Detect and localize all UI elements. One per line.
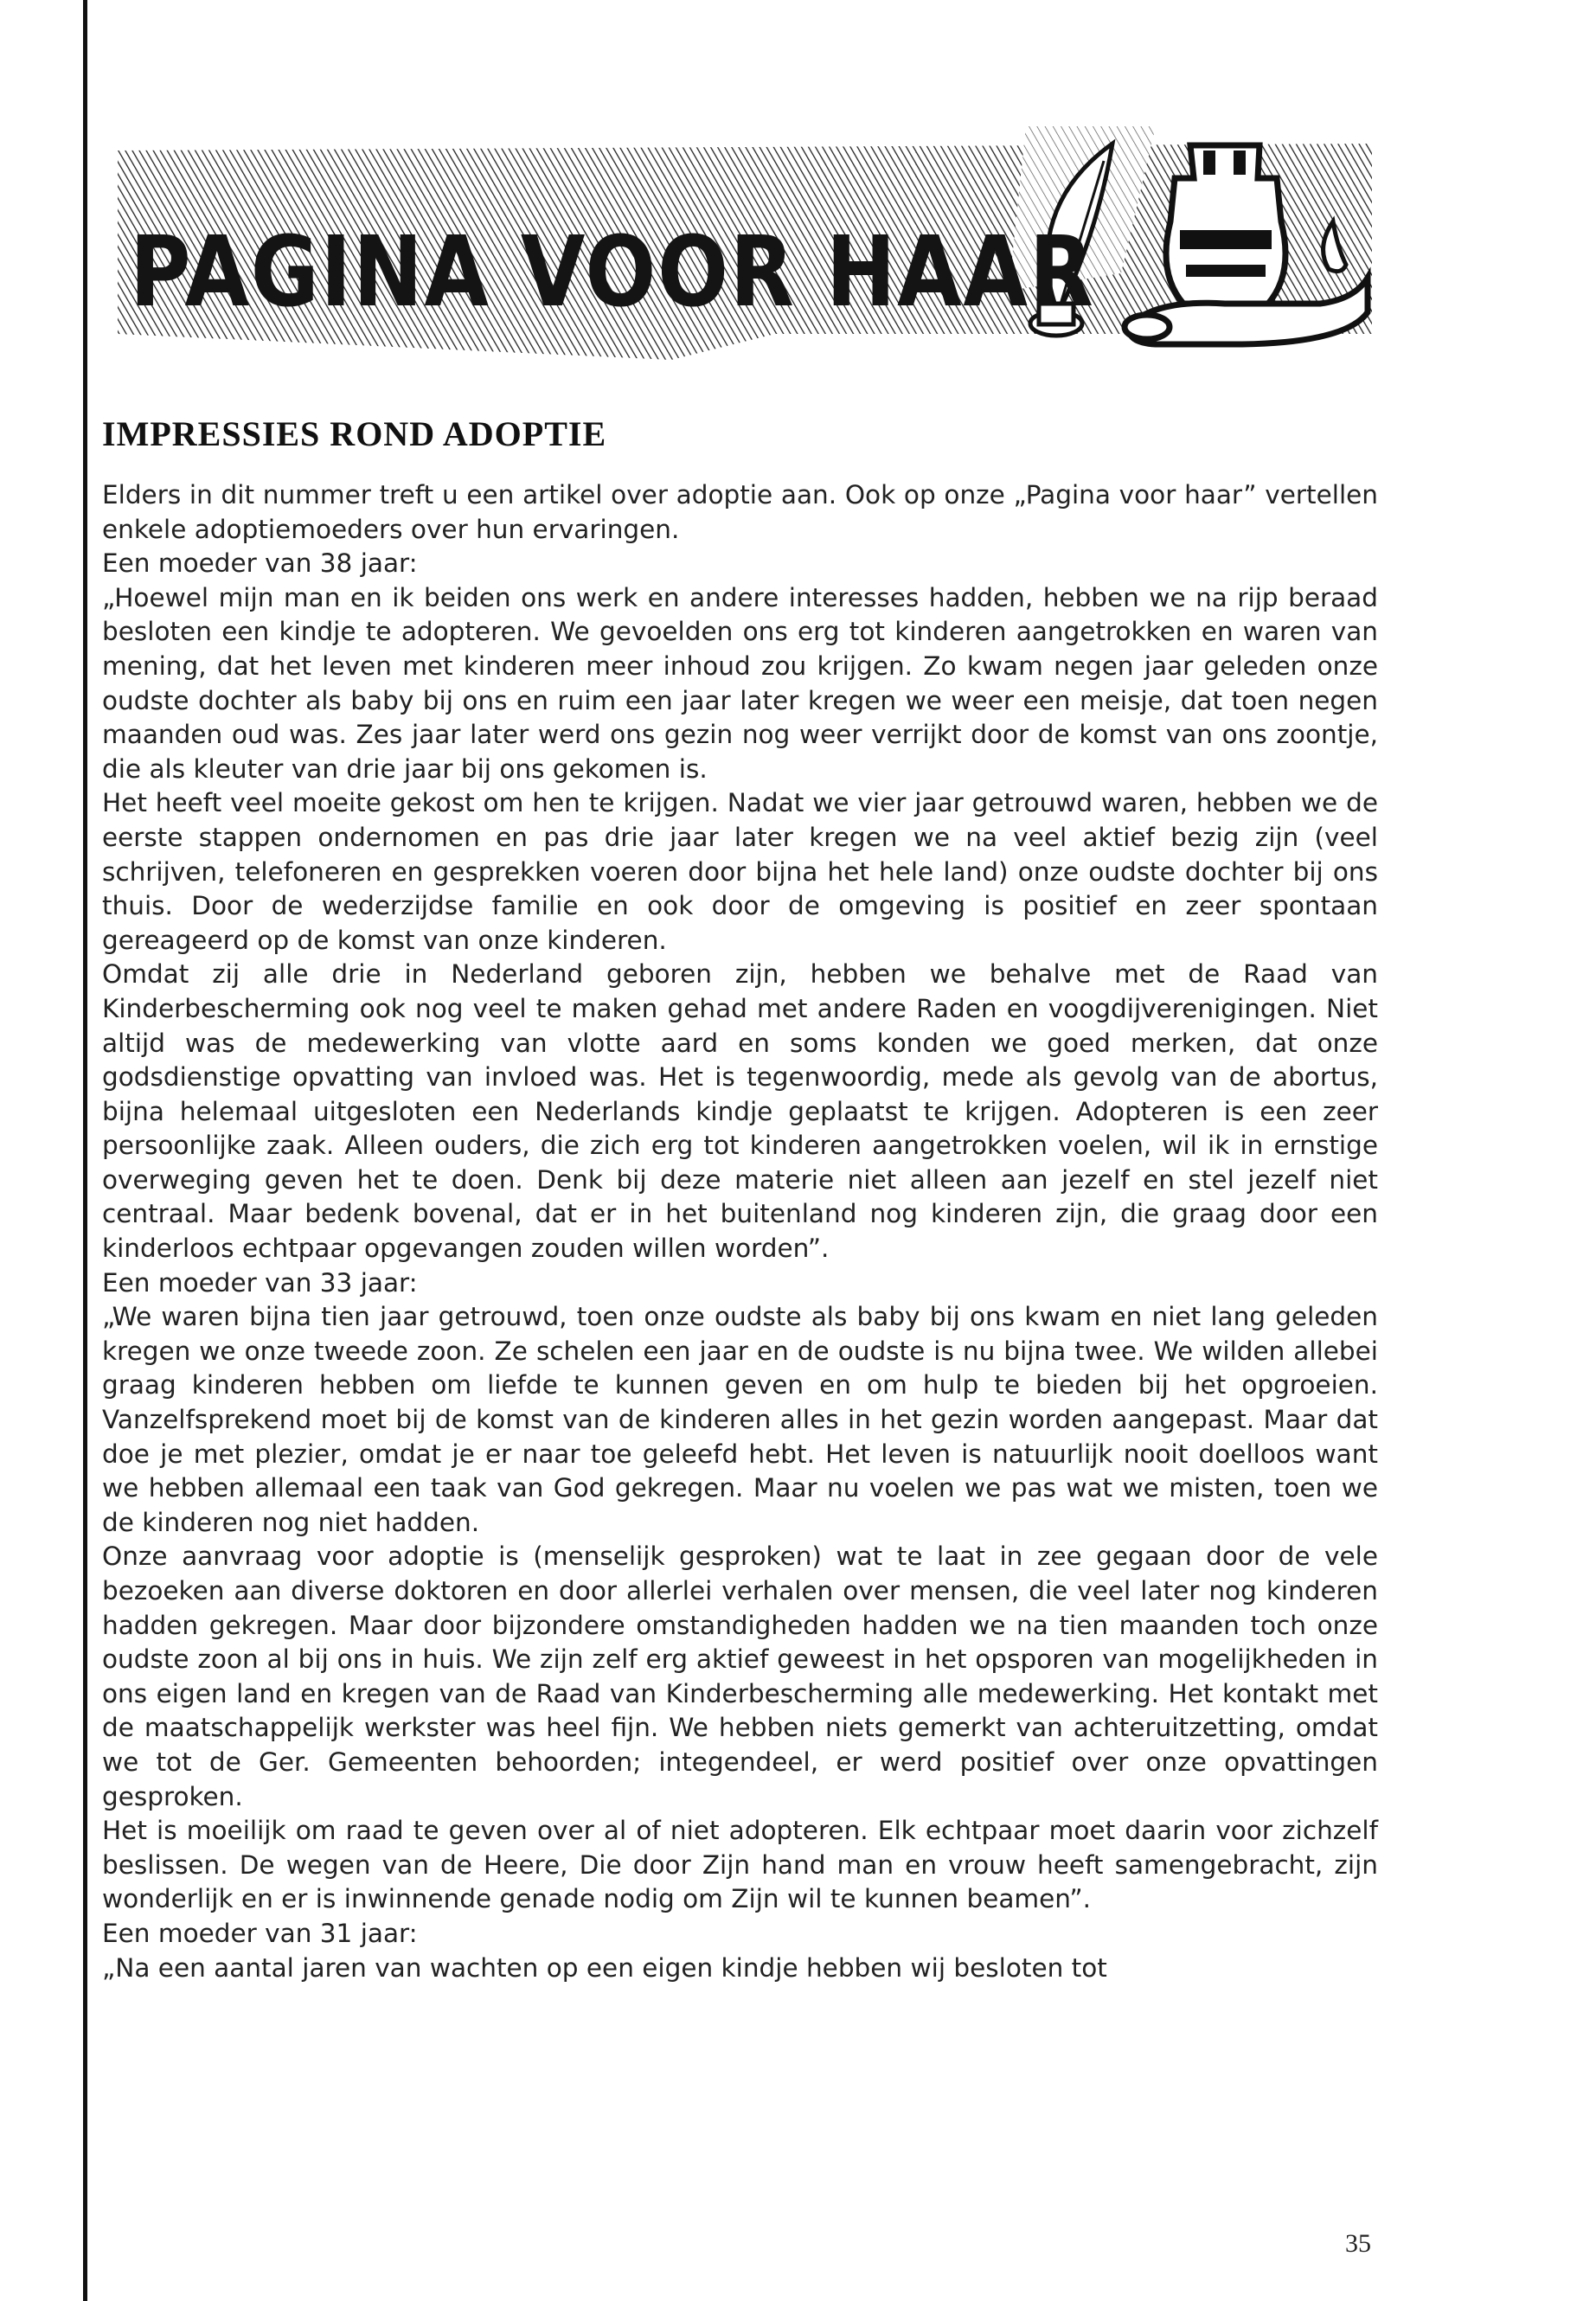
- article-paragraph: Elders in dit nummer treft u een artikel over adoptie aan. Ook op onze „Pagina voor haar” vertellen enkele adoptiemoeders over hun ervaringen.: [102, 480, 1378, 544]
- article-paragraph: Het heeft veel moeite gekost om hen te krijgen. Nadat we vier jaar getrouwd waren, hebben we de eerste stappen ondernomen en pas drie jaar later kregen we na veel aktief bezig zijn (veel schrijven, telefoneren en gesprekken voeren door bijna het hele land) onze oudste dochter bij ons thuis. Door de wederzijdse familie en ook door de omgeving is positief en zeer spontaan gereageerd op de komst van onze kinderen.: [102, 788, 1378, 955]
- article-paragraph: Een moeder van 38 jaar:: [102, 548, 418, 579]
- article-body: [102, 478, 1378, 1985]
- page-number: 35: [1345, 2229, 1371, 2258]
- page-header-title: PAGINA VOOR HAAR: [130, 216, 1095, 329]
- page-header-banner: [118, 126, 1372, 370]
- article-paragraph: Omdat zij alle drie in Nederland geboren zijn, hebben we behalve met de Raad van Kinderbescherming ook nog veel te maken gehad met andere Raden en voogdijverenigingen. Niet altijd was de medewerking van vlotte aard en soms konden we goed merken, dat onze godsdienstige opvatting van invloed was. Het is tegenwoordig, mede als gevolg van de abortus, bijna helemaal uitgesloten een Nederlands kindje geplaatst te krijgen. Adopteren is een zeer persoonlijke zaak. Alleen ouders, die zich erg tot kinderen aangetrokken voelen, wil ik in ernstige overweging geven het te doen. Denk bij deze materie niet alleen aan jezelf en stel jezelf niet centraal. Maar bedenk bovenal, dat er in het buitenland nog kinderen zijn, die graag door een kinderloos echtpaar opgevangen zouden willen worden”.: [102, 959, 1378, 1264]
- article-paragraph: „Hoewel mijn man en ik beiden ons werk en andere interesses hadden, hebben we na rijp beraad besloten een kindje te adopteren. We gevoelden ons erg tot kinderen aangetrokken en waren van mening, dat het leven met kinderen meer inhoud zou krijgen. Zo kwam negen jaar geleden onze oudste dochter als baby bij ons en ruim een jaar later kregen we weer een meisje, dat toen negen maanden oud was. Zes jaar later werd ons gezin nog weer verrijkt door de komst van ons zoontje, die als kleuter van drie jaar bij ons gekomen is.: [102, 582, 1378, 784]
- article-paragraph: Onze aanvraag voor adoptie is (menselijk gesproken) wat te laat in zee gegaan door de vele bezoeken aan diverse doktoren en door allerlei verhalen over mensen, die veel later nog kinderen hadden gekregen. Maar door bijzondere omstandigheden hadden we na tien maanden toch onze oudste zoon al bij ons in huis. We zijn zelf erg aktief geweest in het opsporen van mogelijkheden in ons eigen land en kregen van de Raad van Kinderbescherming alle medewerking. Het kontakt met de maatschappelijk werkster was heel fijn. We hebben niets gemerkt van achteruitzetting, omdat we tot de Ger. Gemeenten behoorden; integendeel, er werd positief over onze opvattingen gesproken.: [102, 1541, 1378, 1811]
- article-title: IMPRESSIES ROND ADOPTIE: [102, 414, 607, 453]
- article-paragraph: Een moeder van 31 jaar:: [102, 1918, 418, 1948]
- left-margin-rule: [83, 0, 87, 2301]
- article-paragraph: „Na een aantal jaren van wachten op een eigen kindje hebben wij besloten tot: [102, 1952, 1107, 1983]
- article-paragraph: „We waren bijna tien jaar getrouwd, toen onze oudste als baby bij ons kwam en niet lang geleden kregen we onze tweede zoon. Ze schelen een jaar en de oudste is nu bijna twee. We wilden allebei graag kinderen hebben om liefde te kunnen geven en om hulp te bieden bij het opgroeien. Vanzelfsprekend moet bij de komst van de kinderen alles in het gezin worden aangepast. Maar dat doe je met plezier, omdat je er naar toe geleefd hebt. Het leven is natuurlijk nooit doelloos want we hebben allemaal een taak van God gekregen. Maar nu voelen we pas wat we misten, toen we de kinderen nog niet hadden.: [102, 1302, 1378, 1537]
- article-paragraph: Een moeder van 33 jaar:: [102, 1267, 418, 1298]
- article-paragraph: Het is moeilijk om raad te geven over al of niet adopteren. Elk echtpaar moet daarin voor zichzelf beslissen. De wegen van de Heere, Die door Zijn hand man en vrouw heeft samengebracht, zijn wonderlijk en er is inwinnende genade nodig om Zijn wil te kunnen beamen”.: [102, 1816, 1378, 1914]
